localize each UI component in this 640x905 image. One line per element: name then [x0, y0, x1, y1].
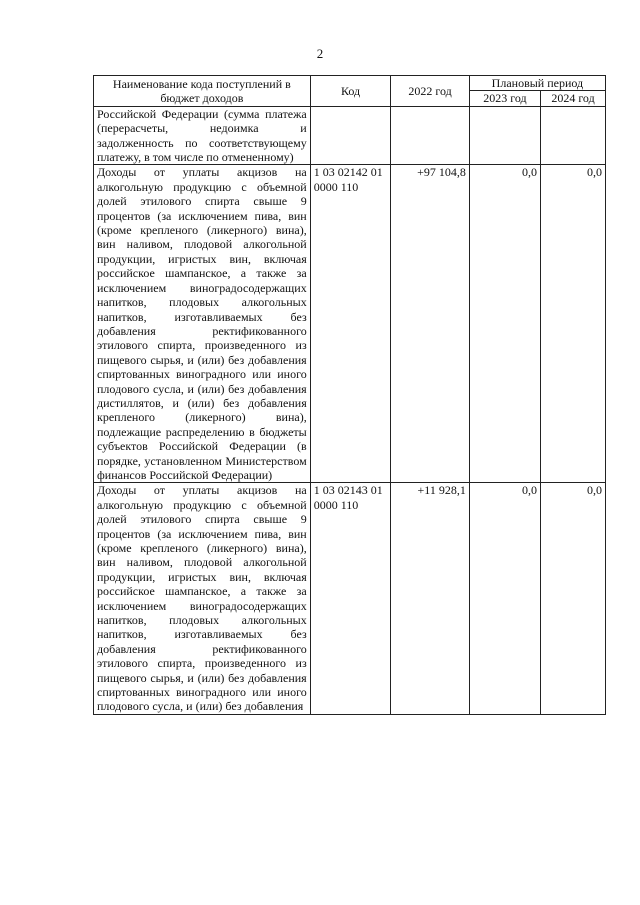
row-2024: 0,0: [541, 483, 606, 715]
page-number: 2: [316, 46, 324, 61]
header-plan-period: Плановый период: [469, 76, 605, 91]
table-row: [94, 165, 606, 483]
header-2022: 2022 год: [391, 76, 470, 107]
row-2023: 0,0: [469, 483, 540, 715]
row-code: [310, 106, 391, 165]
row-2022: [391, 106, 470, 165]
row-code: 1 03 02142 01 0000 110: [310, 165, 391, 483]
row-name: Российской Федерации (сумма платежа (перерасчеты, недоимка и задолженность по соответствующему платежу, в том числе по отмененному): [94, 106, 311, 165]
row-2023: 0,0: [469, 165, 540, 483]
row-2023: [469, 106, 540, 165]
row-2024: [541, 106, 606, 165]
header-name: Наименование кода поступлений в бюджет доходов: [94, 76, 311, 107]
row-name: Доходы от уплаты акцизов на алкогольную продукцию с объемной долей этилового спирта свыше 9 процентов (за исключением пива, вин (кроме крепленого (ликерного) вина), вин наливом, плодовой алкогольной продукции, игристых вин, включая российское шампанское, а также за исключением виноградосодержащих напитков, плодовых алкогольных напитков, изготавливаемых без добавления ректификованного этилового спирта, произведенного из пищевого сырья, и (или) без добавления спиртованных виноградного или иного плодового сусла, и (или) без добавления: [94, 483, 311, 715]
table-row: [94, 106, 606, 165]
row-2022: +97 104,8: [391, 165, 470, 483]
row-name: Доходы от уплаты акцизов на алкогольную продукцию с объемной долей этилового спирта свыше 9 процентов (за исключением пива, вин (кроме крепленого (ликерного) вина), вин наливом, плодовой алкогольной продукции, игристых вин, включая российское шампанское, а также за исключением виноградосодержащих напитков, плодовых алкогольных напитков, изготавливаемых без добавления ректификованного этилового спирта, произведенного из пищевого сырья, и (или) без добавления спиртованных виноградного или иного плодового сусла, и (или) без добавления дистиллятов, и (или) без добавления крепленого (ликерного) вина), подлежащие распределению в бюджеты субъектов Российской Федерации (в порядке, установленном Министерством финансов Российской Федерации): [94, 165, 311, 483]
header-2024: 2024 год: [541, 91, 606, 106]
header-2023: 2023 год: [469, 91, 540, 106]
revenue-table: [93, 75, 606, 715]
row-code: 1 03 02143 01 0000 110: [310, 483, 391, 715]
row-2024: 0,0: [541, 165, 606, 483]
row-2022: +11 928,1: [391, 483, 470, 715]
header-code: Код: [310, 76, 391, 107]
table-row: [94, 483, 606, 715]
